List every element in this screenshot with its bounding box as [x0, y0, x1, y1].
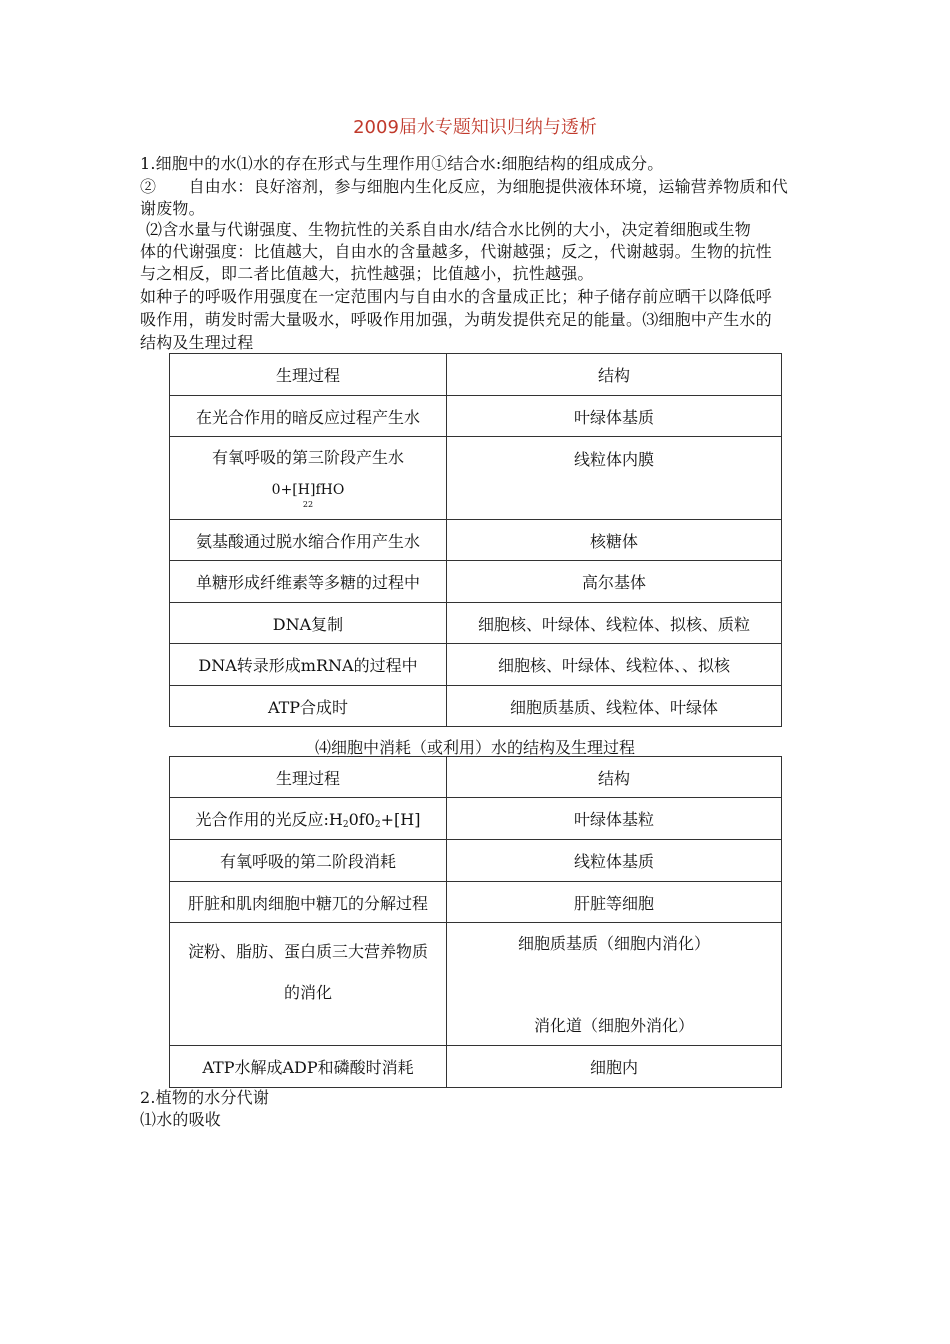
section-2-heading: 2.植物的水分代谢 — [140, 1088, 270, 1107]
paragraph-4-line-2: 吸作用，萌发时需大量吸水，呼吸作用加强，为萌发提供充足的能量。⑶细胞中产生水的 — [140, 310, 772, 329]
table-row — [170, 561, 782, 603]
document-title: 2009届水专题知识归纳与透析 — [353, 117, 597, 138]
table-row — [170, 686, 782, 727]
process-cell: ATP合成时 — [170, 686, 447, 727]
structure-cell: 细胞内 — [447, 1046, 782, 1088]
structure-cell: 细胞核、叶绿体、线粒体、、拟核 — [447, 644, 782, 686]
paragraph-3-line-2: 体的代谢强度：比值越大，自由水的含量越多，代谢越强；反之，代谢越弱。生物的抗性 — [140, 242, 772, 261]
paragraph-2-line-2: 谢废物。 — [140, 199, 205, 218]
reaction-formula: 0+[H]fHO — [271, 482, 345, 498]
structure-cell — [447, 923, 782, 1046]
process-text-a: 光合作用的光反应:H — [195, 810, 343, 829]
table-header-structure: 结构 — [447, 757, 782, 798]
process-line-1: 淀粉、脂肪、蛋白质三大营养物质 — [187, 942, 428, 961]
reaction-formula-subscript: 22 — [302, 500, 314, 509]
table-header-process: 生理过程 — [170, 757, 447, 798]
table-row — [170, 840, 782, 882]
process-text-b: 0f0 — [348, 810, 375, 829]
section-2-subheading: ⑴水的吸收 — [140, 1110, 222, 1129]
structure-cell: 细胞核、叶绿体、线粒体、拟核、质粒 — [447, 603, 782, 644]
table-row — [170, 644, 782, 686]
process-cell — [170, 437, 447, 520]
water-consumption-table — [169, 756, 782, 1088]
table-row — [170, 1046, 782, 1088]
process-cell: 肝脏和肌肉细胞中糖兀的分解过程 — [170, 882, 447, 923]
water-production-table — [169, 353, 782, 727]
table-row — [170, 520, 782, 561]
process-line-2: 的消化 — [283, 983, 332, 1002]
process-cell: ATP水解成ADP和磷酸时消耗 — [170, 1046, 447, 1088]
process-cell: 在光合作用的暗反应过程产生水 — [170, 396, 447, 437]
table-row — [170, 798, 782, 840]
structure-cell: 线粒体内膜 — [447, 437, 782, 520]
process-text: 有氧呼吸的第三阶段产生水 — [211, 448, 404, 467]
table-header-row — [170, 354, 782, 396]
structure-line-1: 细胞质基质（细胞内消化） — [517, 934, 710, 953]
table-header-process: 生理过程 — [170, 354, 447, 396]
paragraph-2-line-1: ② 自由水：良好溶剂，参与细胞内生化反应，为细胞提供液体环境，运输营养物质和代 — [140, 177, 789, 196]
subscript: 2 — [374, 820, 381, 830]
table-header-row — [170, 757, 782, 798]
process-cell — [170, 798, 447, 840]
table-row — [170, 882, 782, 923]
paragraph-4-line-1: 如种子的呼吸作用强度在一定范围内与自由水的含量成正比；种子储存前应晒干以降低呼 — [140, 287, 772, 306]
paragraph-3-line-1: ⑵含水量与代谢强度、生物抗性的关系自由水/结合水比例的大小，决定着细胞或生物 — [146, 220, 751, 239]
structure-cell: 线粒体基质 — [447, 840, 782, 882]
paragraph-4-line-3: 结构及生理过程 — [140, 333, 254, 352]
table-header-structure: 结构 — [447, 354, 782, 396]
process-text-c: +[H] — [380, 810, 421, 829]
structure-cell: 核糖体 — [447, 520, 782, 561]
process-cell: DNA转录形成mRNA的过程中 — [170, 644, 447, 686]
process-cell — [170, 923, 447, 1046]
table-row — [170, 603, 782, 644]
paragraph-1: 1.细胞中的水⑴水的存在形式与生理作用①结合水:细胞结构的组成成分。 — [140, 154, 664, 173]
process-cell: DNA复制 — [170, 603, 447, 644]
structure-cell: 叶绿体基质 — [447, 396, 782, 437]
process-cell: 有氧呼吸的第二阶段消耗 — [170, 840, 447, 882]
structure-line-2: 消化道（细胞外消化） — [533, 1016, 694, 1035]
table-row — [170, 396, 782, 437]
table-row — [170, 923, 782, 1046]
structure-cell: 高尔基体 — [447, 561, 782, 603]
structure-cell: 叶绿体基粒 — [447, 798, 782, 840]
table-row — [170, 437, 782, 520]
subscript: 2 — [342, 820, 349, 830]
process-cell: 单糖形成纤维素等多糖的过程中 — [170, 561, 447, 603]
structure-cell: 细胞质基质、线粒体、叶绿体 — [447, 686, 782, 727]
paragraph-3-line-3: 与之相反，即二者比值越大，抗性越强；比值越小，抗性越强。 — [140, 264, 594, 283]
table2-caption: ⑷细胞中消耗（或利用）水的结构及生理过程 — [314, 738, 635, 757]
structure-cell: 肝脏等细胞 — [447, 882, 782, 923]
process-cell: 氨基酸通过脱水缩合作用产生水 — [170, 520, 447, 561]
